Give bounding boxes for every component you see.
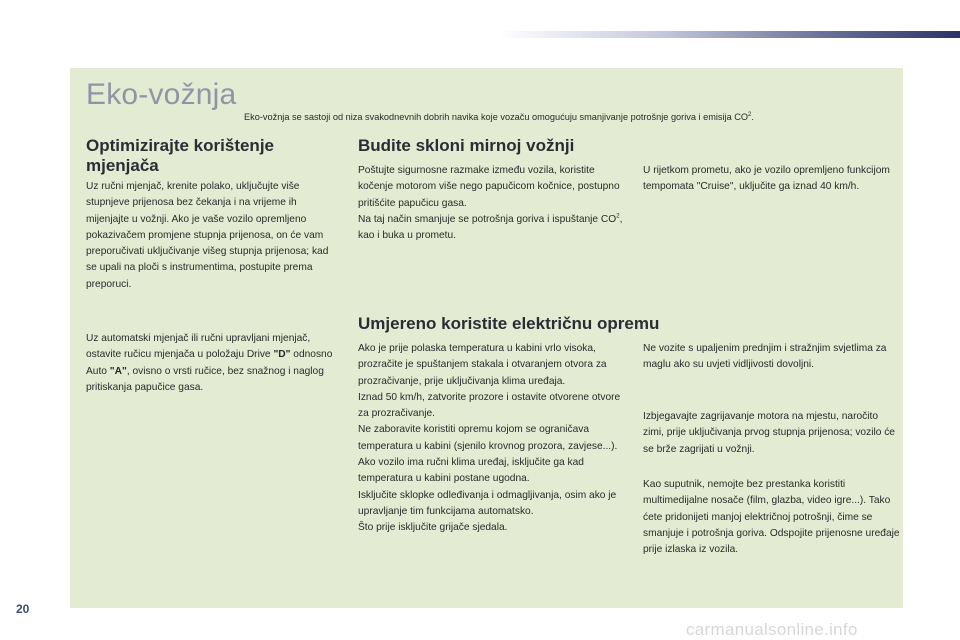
- calm-left-text-b: Na taj način smanjuje se potrošnja goriva i ispuštanje CO: [358, 213, 617, 225]
- calm-driving-left-paragraph: [358, 163, 628, 244]
- gearbox-auto-label: "A": [109, 365, 127, 377]
- calm-left-text-a: Poštujte sigurnosne razmake između vozila, koristite kočenje motorom više nego papučicom kočnice, postupno pritišćite papučicu gasa.: [358, 165, 620, 209]
- calm-left-text-c: , kao i buka u prometu.: [358, 213, 623, 242]
- electrical-left-line1: Ako je prije polaska temperatura u kabini vrlo visoka, prozračite je spuštanjem stakala i otvaranjem otvora za prozračivanje, prije uključivanja klima uređaja.: [358, 343, 607, 387]
- electrical-left-line6: Što prije isključite grijače sjedala.: [358, 522, 508, 534]
- heading-gearbox-line2: mjenjača: [86, 156, 159, 175]
- gearbox-auto-text-b: odnosno Auto: [86, 349, 333, 377]
- gearbox-auto-text-c: , ovisno o vrsti ručice, bez snažnog i naglog pritiskanja papučice gasa.: [86, 365, 324, 393]
- electrical-multimedia-paragraph: Kao suputnik, nemojte bez prestanka koristiti multimedijalne nosače (film, glazba, video igre...). Tako ćete pridonijeti manjoj električnoj potrošnji, čime se smanjuje i potrošnja goriva. Odspojite prijenosne uređaje prije izlaska iz vozila.: [643, 479, 900, 556]
- gearbox-automatic-paragraph: [86, 331, 336, 396]
- electrical-left-line4: Ako vozilo ima ručni klima uređaj, isključite ga kad temperatura u kabini postane ugodna.: [358, 457, 584, 485]
- electrical-left-line5: Isključite sklopke odleđivanja i odmagljivanja, osim ako je upravljanje tim funkcijama automatsko.: [358, 489, 617, 517]
- watermark: carmanualsonline.info: [686, 620, 858, 639]
- intro-subscript: 2: [748, 112, 752, 118]
- electrical-left-paragraph: [358, 341, 628, 537]
- electrical-fog-lights-paragraph: Ne vozite s upaljenim prednjim i stražnjim svjetlima za maglu ako su uvjeti vidljivosti dovoljni.: [643, 343, 887, 371]
- electrical-left-line2: Iznad 50 km/h, zatvorite prozore i ostavite otvorene otvore za prozračivanje.: [358, 391, 621, 420]
- gearbox-auto-text-a: Uz automatski mjenjač ili ručni upravljani mjenjač, ostavite ručicu mjenjača u položaju Drive: [86, 333, 311, 361]
- heading-gearbox-line1: Optimizirajte korištenje: [86, 136, 274, 155]
- intro-text: [244, 112, 884, 122]
- gearbox-manual-paragraph: Uz ručni mjenjač, krenite polako, uključujte više stupnjeve prijenosa bez čekanja i na vrijeme ih mijenjajte u vožnji. Ako je vaše vozilo opremljeno pokazivačem promjene stupnja prijenosa, on će vam preporučivati uključivanje višeg stupnja prijenosa; kad se upali na ploči s instrumentima, postupite prema preporuci.: [86, 181, 329, 290]
- header-decorative-bar: [500, 31, 960, 38]
- page-title: Eko-vožnja: [86, 78, 237, 111]
- heading-calm-driving: Budite skloni mirnoj vožnji: [358, 136, 575, 155]
- calm-left-subscript: 2: [616, 213, 620, 220]
- electrical-left-line3: Ne zaboravite koristiti opremu kojom se ograničava temperatura u kabini (sjenilo krovnog prozora, zavjese...).: [358, 424, 618, 452]
- gearbox-drive-label: "D": [273, 349, 291, 361]
- intro-main: Eko-vožnja se sastoji od niza svakodnevnih dobrih navika koje vozaču omogućuju smanjivanje potrošnje goriva i emisija CO: [244, 112, 749, 123]
- heading-gearbox: [86, 136, 326, 176]
- heading-electrical-equipment: Umjereno koristite električnu opremu: [358, 314, 660, 333]
- electrical-engine-warmup-paragraph: Izbjegavajte zagrijavanje motora na mjestu, naročito zimi, prije uključivanja prvog stupnja prijenosa; vozilo će se brže zagrijati u vožnji.: [643, 411, 895, 455]
- page-number: 20: [16, 602, 30, 616]
- intro-end: .: [751, 112, 754, 123]
- calm-driving-right-paragraph: U rijetkom prometu, ako je vozilo opremljeno funkcijom tempomata "Cruise", uključite ga iznad 40 km/h.: [643, 165, 890, 193]
